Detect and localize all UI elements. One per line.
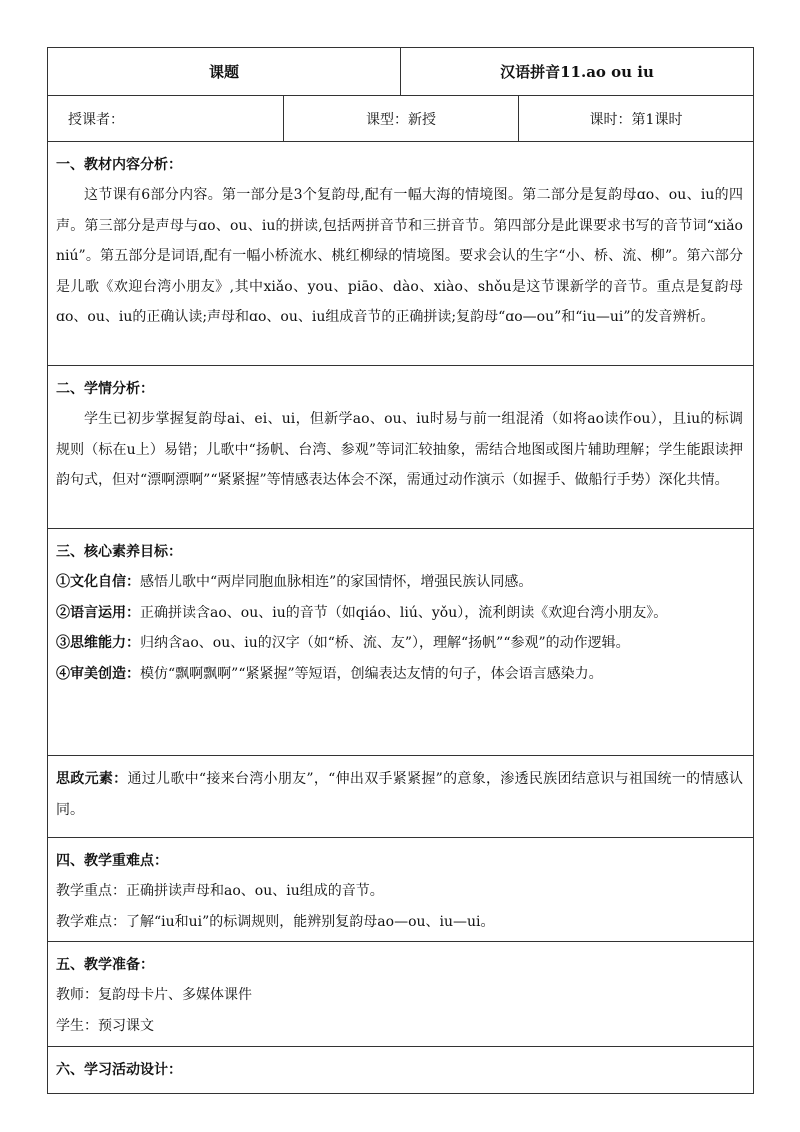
lesson-type-cell: 课型：新授 (284, 96, 519, 141)
teacher-cell: 授课者： (48, 96, 284, 141)
section-heading: 五、教学准备： (56, 957, 154, 973)
goal-text: 感悟儿歌中“两岸同胞血脉相连”的家国情怀，增强民族认同感。 (140, 574, 533, 590)
ideological-text: 通过儿歌中“接来台湾小朋友”，“伸出双手紧紧握”的意象，渗透民族团结意识与祖国统一的情感认同。 (56, 771, 743, 818)
goal-text: 模仿“飘啊飘啊”“紧紧握”等短语，创编表达友情的句子，体会语言感染力。 (140, 665, 603, 682)
meta-row (48, 95, 753, 141)
section-preparation (48, 941, 753, 1046)
student-prep-line: 学生：预习课文 (56, 1017, 154, 1034)
period-cell: 课时：第1课时 (589, 111, 683, 128)
key-point-line: 教学重点：正确拼读声母和ao、ou、iu组成的音节。 (56, 883, 384, 899)
goal-label: ③思维能力： (56, 635, 140, 651)
section-heading: 三、核心素养目标： (56, 544, 182, 560)
lesson-plan-table (47, 47, 754, 1094)
section-body (56, 764, 743, 825)
ideological-label: 思政元素： (56, 771, 128, 787)
teacher-prep-line: 教师：复韵母卡片、多媒体课件 (56, 987, 252, 1003)
goal-label: ②语言运用： (56, 604, 140, 621)
lesson-title: 汉语拼音11.ao ou iu (500, 63, 654, 81)
goal-item (56, 567, 743, 598)
section-heading: 四、教学重难点： (56, 853, 168, 869)
goal-label: ①文化自信： (56, 574, 140, 590)
section-key-difficulties (48, 837, 753, 941)
goal-text: 归纳含ao、ou、iu的汉字（如“桥、流、友”），理解“扬帆”“参观”的动作逻辑。 (140, 635, 630, 651)
goal-item (56, 659, 743, 690)
goal-text: 正确拼读含ao、ou、iu的音节（如qiáo、liú、yǒu），流利朗读《欢迎台湾小朋友》。 (140, 604, 668, 621)
section-core-goals (48, 528, 753, 755)
goal-label: ④审美创造： (56, 665, 140, 682)
section-body: 学生已初步掌握复韵母ai、ei、ui，但新学ao、ou、iu时易与前一组混淆（如将ao读作ou），且iu的标调规则（标在u上）易错；儿歌中“扬帆、台湾、参观”等词汇较抽象，需结合地图或图片辅助理解；学生能跟读押韵句式，但对“漂啊漂啊”“紧紧握”等情感表达体会不深，需通过动作演示（如握手、做船行手势）深化共情。 (56, 411, 743, 488)
section-ideological-elements (48, 755, 753, 837)
difficulty-line: 教学难点：了解“iu和ui”的标调规则，能辨别复韵母ao—ou、iu—ui。 (56, 913, 495, 930)
section-activity-design (48, 1046, 753, 1094)
goal-item (56, 598, 743, 629)
section-body: 这节课有6部分内容。第一部分是3个复韵母,配有一幅大海的情境图。第二部分是复韵母ɑo、ou、iu的四声。第三部分是声母与ɑo、ou、iu的拼读,包括两拼音节和三拼音节。第四部分是此课要求书写的音节词“xiǎo niú”。第五部分是词语,配有一幅小桥流水、桃红柳绿的情境图。要求会认的生字“小、桥、流、柳”。第六部分是儿歌《欢迎台湾小朋友》,其中xiǎo、you、piāo、dào、xiào、shǒu是这节课新学的音节。重点是复韵母ɑo、ou、iu的正确认读;声母和ɑo、ou、iu组成音节的正确拼读;复韵母“ɑo—ou”和“iu—ui”的发音辨析。 (56, 187, 743, 325)
section-heading: 一、教材内容分析： (56, 157, 182, 173)
goal-item (56, 628, 743, 659)
section-heading: 二、学情分析： (56, 381, 154, 397)
section-heading: 六、学习活动设计： (56, 1062, 182, 1078)
section-content-analysis (48, 141, 753, 365)
title-label: 课题 (48, 48, 401, 95)
section-student-analysis (48, 365, 753, 528)
title-row (48, 47, 753, 95)
